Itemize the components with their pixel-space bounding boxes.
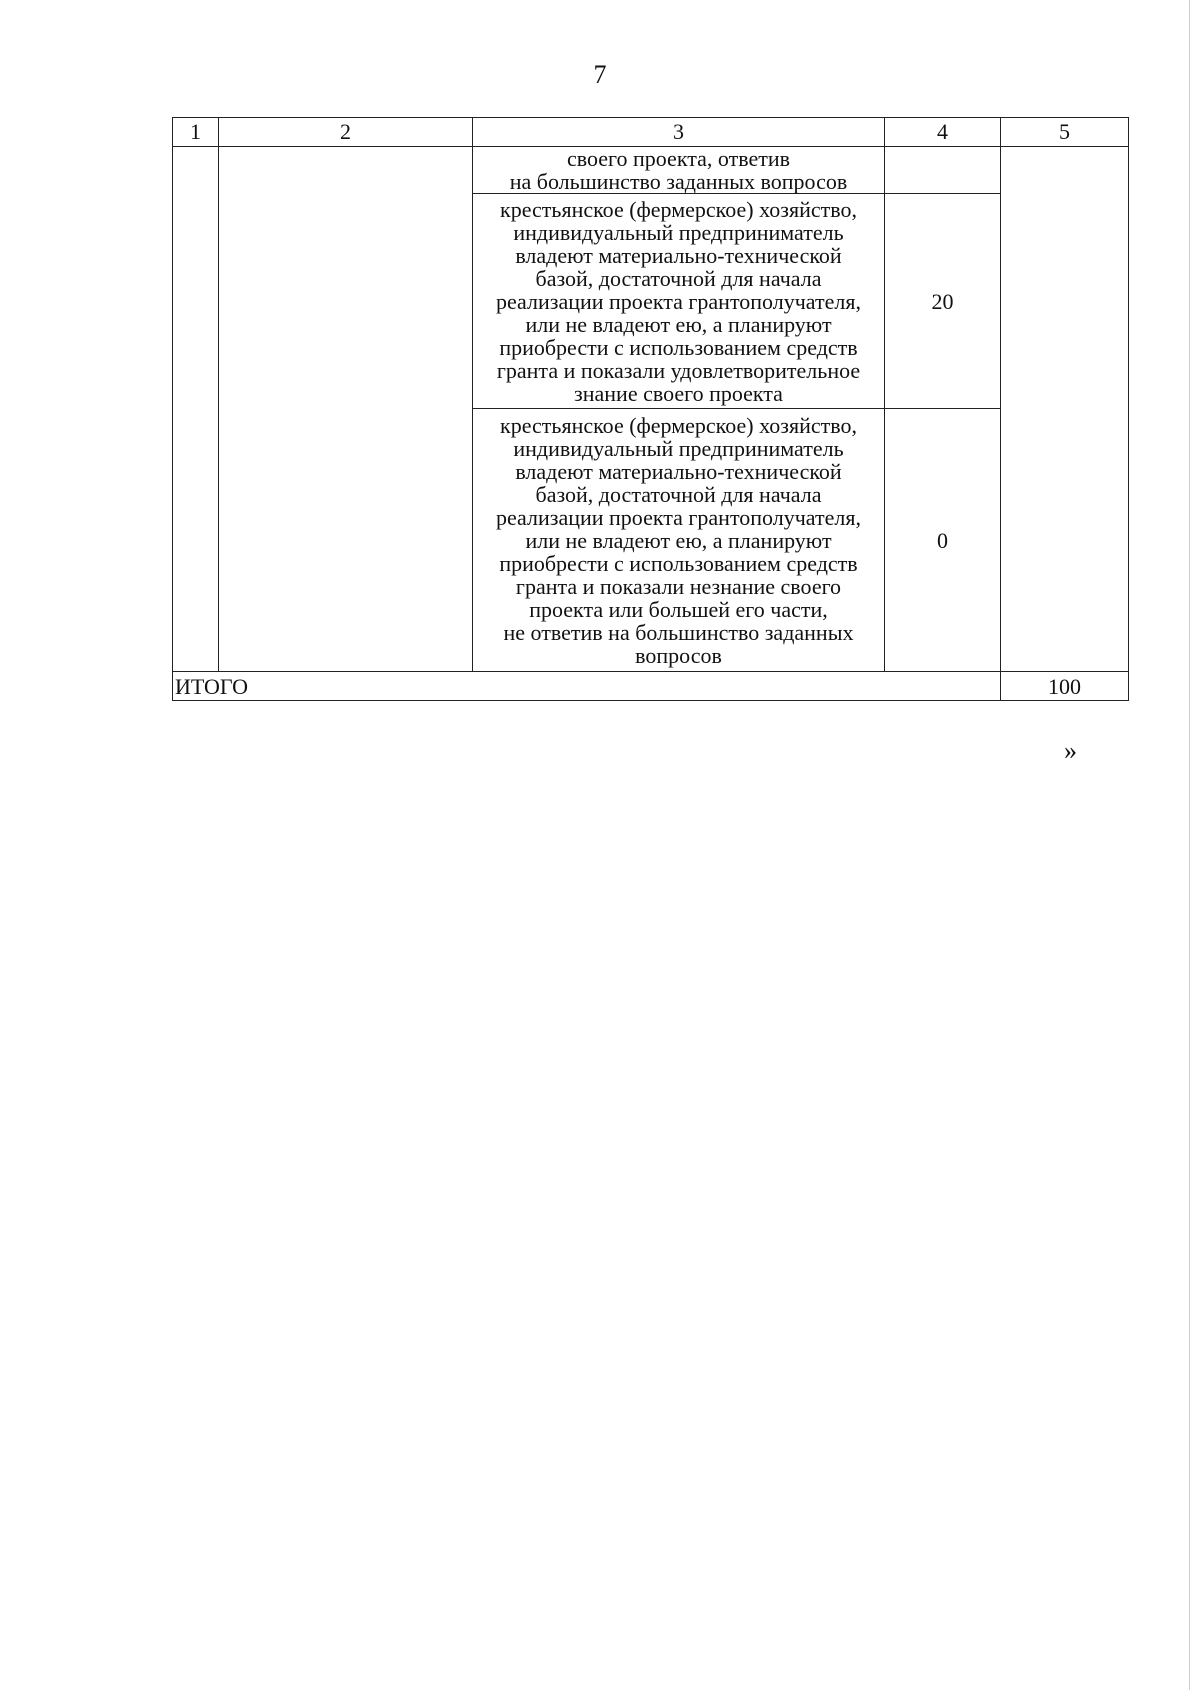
criterion-cell: своего проекта, ответив на большинство заданных вопросов bbox=[473, 147, 885, 194]
page-number: 7 bbox=[593, 60, 607, 89]
column-header: 5 bbox=[1001, 118, 1129, 147]
column-header: 1 bbox=[173, 118, 219, 147]
criteria-table bbox=[172, 117, 1129, 701]
column-1-cell bbox=[173, 147, 219, 672]
criterion-cell: крестьянское (фермерское) хозяйство, индивидуальный предприниматель владеют материально-технической базой, достаточной для начала реализации проекта грантополучателя, или не владеют ею, а планируют приобрести с использованием средств гранта и показали незнание своего проекта или большей его части, не ответив на большинство заданных вопросов bbox=[473, 409, 885, 672]
column-2-cell bbox=[219, 147, 473, 672]
total-value: 100 bbox=[1001, 672, 1129, 701]
points-cell: 20 bbox=[885, 194, 1001, 409]
points-cell: 0 bbox=[885, 409, 1001, 672]
total-label: ИТОГО bbox=[173, 672, 1001, 701]
column-header: 4 bbox=[885, 118, 1001, 147]
table-header-row bbox=[173, 118, 1129, 147]
criterion-cell: крестьянское (фермерское) хозяйство, индивидуальный предприниматель владеют материально-технической базой, достаточной для начала реализации проекта грантополучателя, или не владеют ею, а планируют приобрести с использованием средств гранта и показали удовлетворительное знание своего проекта bbox=[473, 194, 885, 409]
column-5-cell bbox=[1001, 147, 1129, 672]
total-row bbox=[173, 672, 1129, 701]
page-edge bbox=[1189, 0, 1190, 1690]
table-row bbox=[173, 147, 1129, 194]
points-cell bbox=[885, 147, 1001, 194]
closing-quote-mark: » bbox=[1064, 736, 1077, 765]
column-header: 3 bbox=[473, 118, 885, 147]
column-header: 2 bbox=[219, 118, 473, 147]
